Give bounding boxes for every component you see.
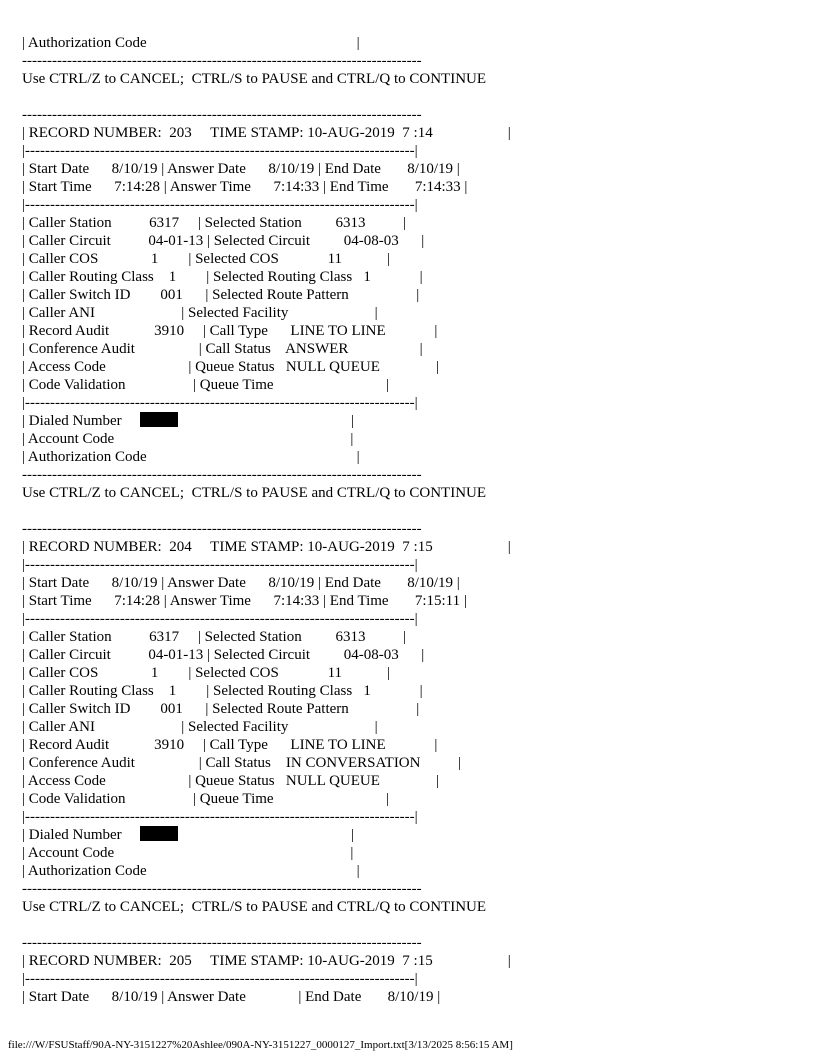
document-line: | RECORD NUMBER: 203 TIME STAMP: 10-AUG-2019 7 :14 | (22, 125, 511, 141)
document-line: | Access Code | Queue Status NULL QUEUE | (22, 773, 440, 789)
document-line: |------------------------------------------------------------------------------| (22, 395, 418, 411)
document-line: | Caller Switch ID 001 | Selected Route Pattern | (22, 287, 420, 303)
document-line: | Caller ANI | Selected Facility | (22, 305, 378, 321)
document-line: | Dialed Number | (22, 827, 354, 843)
document-line: Use CTRL/Z to CANCEL; CTRL/S to PAUSE and CTRL/Q to CONTINUE (22, 71, 487, 87)
document-line: |------------------------------------------------------------------------------| (22, 197, 418, 213)
document-line: |------------------------------------------------------------------------------| (22, 809, 418, 825)
document-line: | Conference Audit | Call Status ANSWER | (22, 341, 423, 357)
document-line: | RECORD NUMBER: 204 TIME STAMP: 10-AUG-2019 7 :15 | (22, 539, 511, 555)
document-line: | Start Date 8/10/19 | Answer Date 8/10/19 | End Date 8/10/19 | (22, 161, 460, 177)
document-line: | Caller COS 1 | Selected COS 11 | (22, 665, 391, 681)
document-line: -------------------------------------------------------------------------------- (22, 107, 422, 123)
document-line: | Start Time 7:14:28 | Answer Time 7:14:33 | End Time 7:15:11 | (22, 593, 467, 609)
document-line: -------------------------------------------------------------------------------- (22, 881, 422, 897)
document-line: -------------------------------------------------------------------------------- (22, 53, 422, 69)
document-line: |------------------------------------------------------------------------------| (22, 143, 418, 159)
document-line: | Caller Station 6317 | Selected Station 6313 | (22, 629, 406, 645)
document-line: | Caller Station 6317 | Selected Station 6313 | (22, 215, 406, 231)
document-line: | Code Validation | Queue Time | (22, 377, 390, 393)
document-line: | Account Code | (22, 431, 354, 447)
document-line: | Authorization Code | (22, 449, 360, 465)
document-line: |------------------------------------------------------------------------------| (22, 971, 418, 987)
redaction-block (140, 412, 178, 427)
document-line: -------------------------------------------------------------------------------- (22, 935, 422, 951)
document-line: | Caller ANI | Selected Facility | (22, 719, 378, 735)
document-line: | Authorization Code | (22, 863, 360, 879)
document-line: | Start Date 8/10/19 | Answer Date 8/10/19 | End Date 8/10/19 | (22, 575, 460, 591)
document-line: Use CTRL/Z to CANCEL; CTRL/S to PAUSE and CTRL/Q to CONTINUE (22, 485, 487, 501)
file-path-footer: file:///W/FSUStaff/90A-NY-3151227%20Ashlee/090A-NY-3151227_0000127_Import.txt[3/13/2025 8:56:15 AM] (8, 1039, 513, 1051)
document-line: -------------------------------------------------------------------------------- (22, 521, 422, 537)
document-line: | Caller COS 1 | Selected COS 11 | (22, 251, 391, 267)
document-line: Use CTRL/Z to CANCEL; CTRL/S to PAUSE and CTRL/Q to CONTINUE (22, 899, 487, 915)
document-line: | Record Audit 3910 | Call Type LINE TO LINE | (22, 737, 438, 753)
document-line: |------------------------------------------------------------------------------| (22, 557, 418, 573)
document-line: | Authorization Code | (22, 35, 360, 51)
document-line: | Account Code | (22, 845, 354, 861)
document-line: | Conference Audit | Call Status IN CONVERSATION | (22, 755, 461, 771)
document-line: -------------------------------------------------------------------------------- (22, 467, 422, 483)
document-line: | RECORD NUMBER: 205 TIME STAMP: 10-AUG-2019 7 :15 | (22, 953, 511, 969)
document-line: | Dialed Number | (22, 413, 354, 429)
document-line: | Caller Circuit 04-01-13 | Selected Circuit 04-08-03 | (22, 233, 425, 249)
document-line: |------------------------------------------------------------------------------| (22, 611, 418, 627)
document-line: | Start Date 8/10/19 | Answer Date | End Date 8/10/19 | (22, 989, 441, 1005)
document-line: | Code Validation | Queue Time | (22, 791, 390, 807)
document-line: | Caller Routing Class 1 | Selected Routing Class 1 | (22, 269, 423, 285)
document-line: | Caller Routing Class 1 | Selected Routing Class 1 | (22, 683, 423, 699)
document-line: | Caller Switch ID 001 | Selected Route Pattern | (22, 701, 420, 717)
document-line: | Record Audit 3910 | Call Type LINE TO LINE | (22, 323, 438, 339)
document-line: | Start Time 7:14:28 | Answer Time 7:14:33 | End Time 7:14:33 | (22, 179, 468, 195)
document-line: | Caller Circuit 04-01-13 | Selected Circuit 04-08-03 | (22, 647, 425, 663)
redaction-block (140, 826, 178, 841)
document-line: | Access Code | Queue Status NULL QUEUE | (22, 359, 440, 375)
